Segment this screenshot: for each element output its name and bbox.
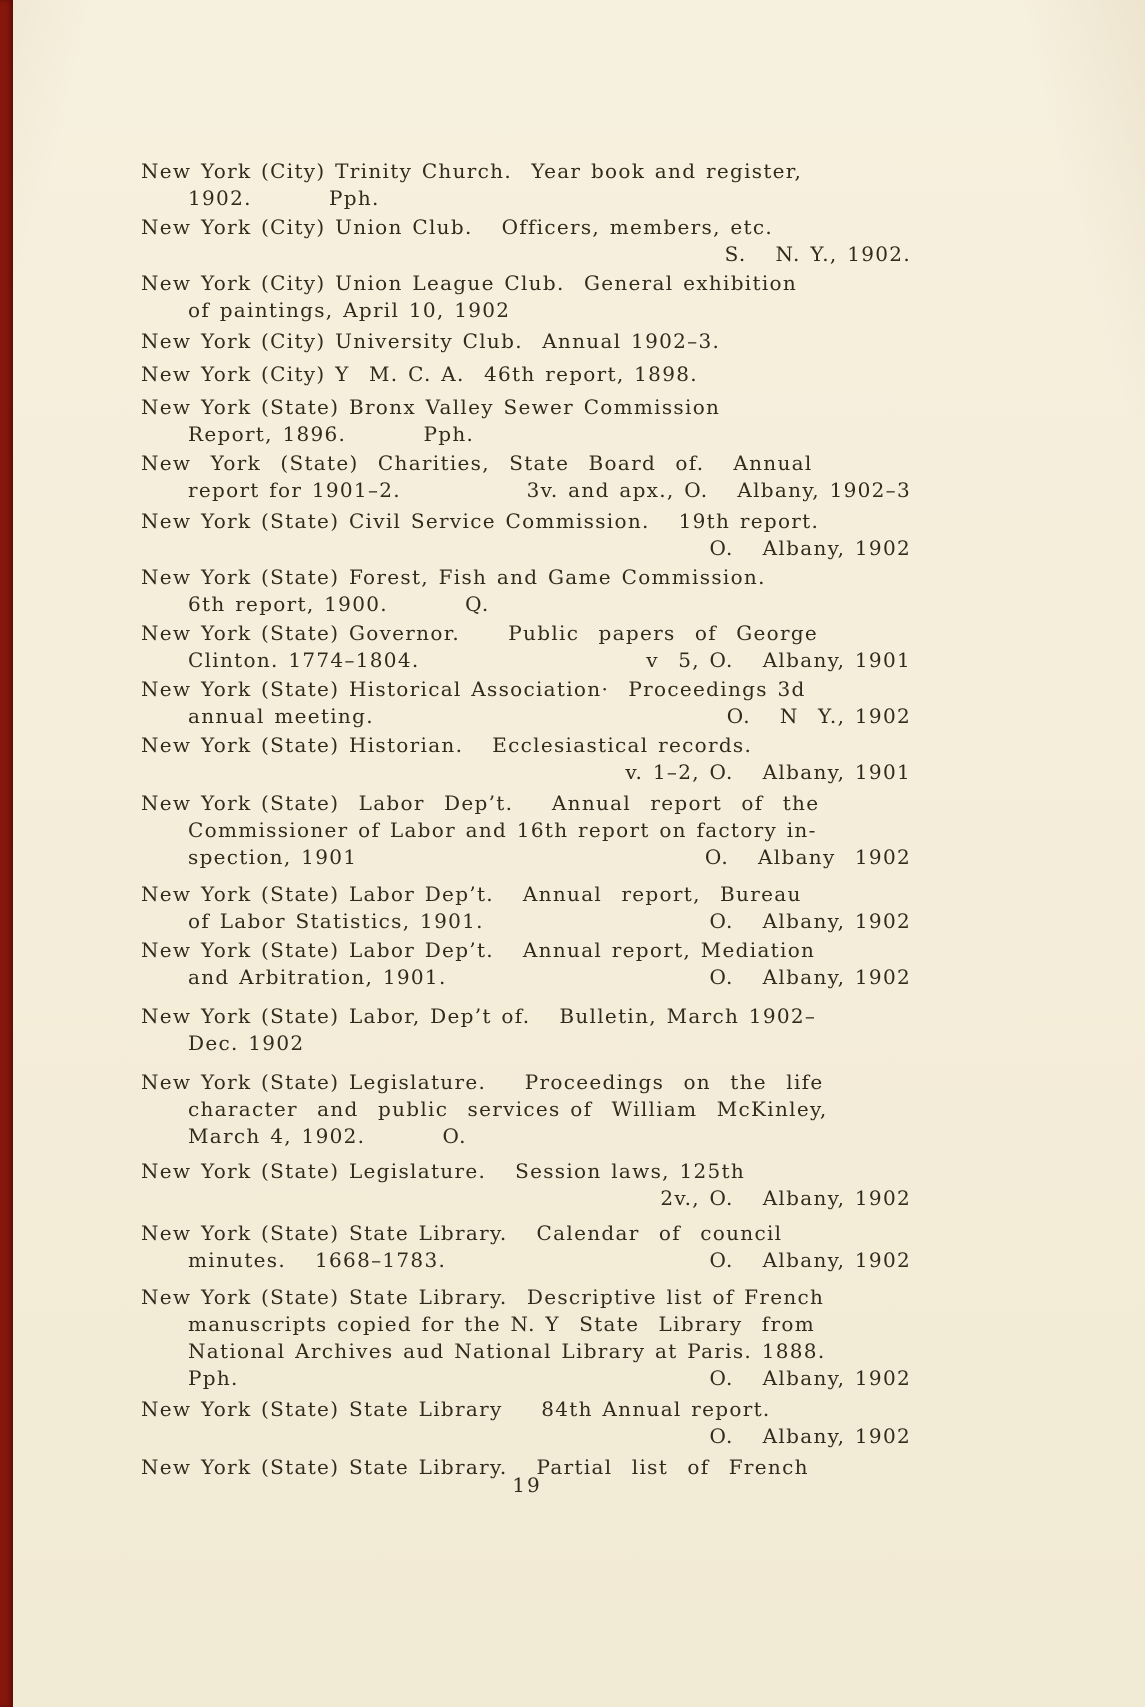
entry-line (141, 1365, 913, 1392)
entry-line: of paintings, April 10, 1902 (188, 298, 511, 322)
catalog-entry (141, 620, 913, 674)
entry-line: character and public services of William McKinley, (188, 1097, 828, 1121)
catalog-entry (141, 450, 913, 504)
entry-line (141, 964, 913, 991)
catalog-entry (141, 676, 913, 730)
catalog-entry (141, 1003, 913, 1057)
catalog-entry (141, 1158, 913, 1212)
entry-line-left: minutes. 1668–1783. (188, 1248, 447, 1272)
entry-line (141, 647, 913, 674)
entry-line: New York (City) Trinity Church. Year book and register, (141, 159, 803, 183)
entry-imprint: O. Albany, 1902 (709, 909, 911, 933)
entry-line: New York (State) State Library 84th Annual report. (141, 1397, 771, 1421)
entry-line: 1902. Pph. (188, 186, 380, 210)
entry-line: New York (City) Union Club. Officers, members, etc. (141, 215, 774, 239)
entry-line (141, 477, 913, 504)
entry-line: O. Albany, 1902 (709, 1424, 911, 1448)
page-number: 19 (512, 1473, 542, 1497)
entry-line: New York (State) State Library. Descriptive list of French (141, 1285, 825, 1309)
catalog-entry (141, 937, 913, 991)
entry-imprint: 3v. and apx., O. Albany, 1902–3 (526, 478, 911, 502)
entry-line: New York (State) Labor Dep’t. Annual report of the (141, 791, 820, 815)
entry-line: National Archives aud National Library at Paris. 1888. (188, 1339, 826, 1363)
catalog-entry (141, 508, 913, 562)
catalog-entry (141, 270, 913, 324)
catalog-entry (141, 732, 913, 786)
entry-imprint: O. Albany 1902 (704, 845, 911, 869)
catalog-entry (141, 881, 913, 935)
entry-line-left: report for 1901–2. (188, 478, 401, 502)
entry-line (141, 908, 913, 935)
entry-line: New York (State) State Library. Partial list of French (141, 1455, 809, 1479)
catalog-entry (141, 158, 913, 212)
entry-line: New York (State) Civil Service Commission. 19th report. (141, 509, 820, 533)
catalog-entry (141, 394, 913, 448)
entry-line: New York (State) Forest, Fish and Game Commission. (141, 565, 766, 589)
entry-line-left: annual meeting. (188, 704, 374, 728)
entry-line-left: Pph. (188, 1366, 239, 1390)
entry-line: New York (State) Labor, Dep’t of. Bulletin, March 1902– (141, 1004, 817, 1028)
entry-line-left: of Labor Statistics, 1901. (188, 909, 484, 933)
catalog-entry (141, 1284, 913, 1392)
book-spine-edge (0, 0, 13, 1707)
entry-line: New York (City) Union League Club. General exhibition (141, 271, 798, 295)
entry-line (141, 703, 913, 730)
entry-line: manuscripts copied for the N. Y State Library from (188, 1312, 815, 1336)
catalog-entry (141, 1396, 913, 1450)
entry-imprint: O. Albany, 1902 (709, 965, 911, 989)
entry-line: March 4, 1902. O. (188, 1124, 467, 1148)
catalog-entry (141, 564, 913, 618)
entry-line: New York (City) University Club. Annual 1902–3. (141, 329, 721, 353)
entry-line: Commissioner of Labor and 16th report on factory in- (188, 818, 817, 842)
entry-line (141, 844, 913, 871)
entry-line-left: Clinton. 1774–1804. (188, 648, 420, 672)
entry-line: New York (State) Charities, State Board of. Annual (141, 451, 813, 475)
entry-line: New York (State) Legislature. Proceedings on the life (141, 1070, 824, 1094)
entry-line (141, 1247, 913, 1274)
entry-line: New York (State) Labor Dep’t. Annual report, Mediation (141, 938, 816, 962)
entry-imprint: O. Albany, 1902 (709, 1248, 911, 1272)
entry-line: New York (State) Historical Association· Proceedings 3d (141, 677, 806, 701)
entry-line: v. 1–2, O. Albany, 1901 (625, 760, 911, 784)
entry-line: Dec. 1902 (188, 1031, 305, 1055)
catalog-entry (141, 214, 913, 268)
entry-imprint: v 5, O. Albany, 1901 (646, 648, 911, 672)
entry-line: New York (State) Labor Dep’t. Annual report, Bureau (141, 882, 802, 906)
catalog-entry-list (141, 158, 913, 1481)
entry-line: New York (State) Bronx Valley Sewer Commission (141, 395, 721, 419)
entry-line: New York (State) Governor. Public papers of George (141, 621, 819, 645)
entry-line-left: and Arbitration, 1901. (188, 965, 447, 989)
entry-imprint: O. Albany, 1902 (709, 1366, 911, 1390)
entry-line: New York (State) Historian. Ecclesiastical records. (141, 733, 753, 757)
catalog-entry (141, 1069, 913, 1150)
entry-line: S. N. Y., 1902. (724, 242, 911, 266)
entry-line: Report, 1896. Pph. (188, 422, 475, 446)
catalog-entry (141, 790, 913, 871)
entry-line: 6th report, 1900. Q. (188, 592, 490, 616)
entry-line: New York (State) State Library. Calendar of council (141, 1221, 783, 1245)
catalog-entry (141, 328, 913, 355)
entry-line: New York (City) Y M. C. A. 46th report, 1898. (141, 362, 698, 386)
entry-line: 2v., O. Albany, 1902 (660, 1186, 911, 1210)
catalog-entry (141, 361, 913, 388)
catalog-entry (141, 1220, 913, 1274)
entry-imprint: O. N Y., 1902 (726, 704, 911, 728)
entry-line: O. Albany, 1902 (709, 536, 911, 560)
entry-line-left: spection, 1901 (188, 845, 358, 869)
entry-line: New York (State) Legislature. Session laws, 125th (141, 1159, 746, 1183)
